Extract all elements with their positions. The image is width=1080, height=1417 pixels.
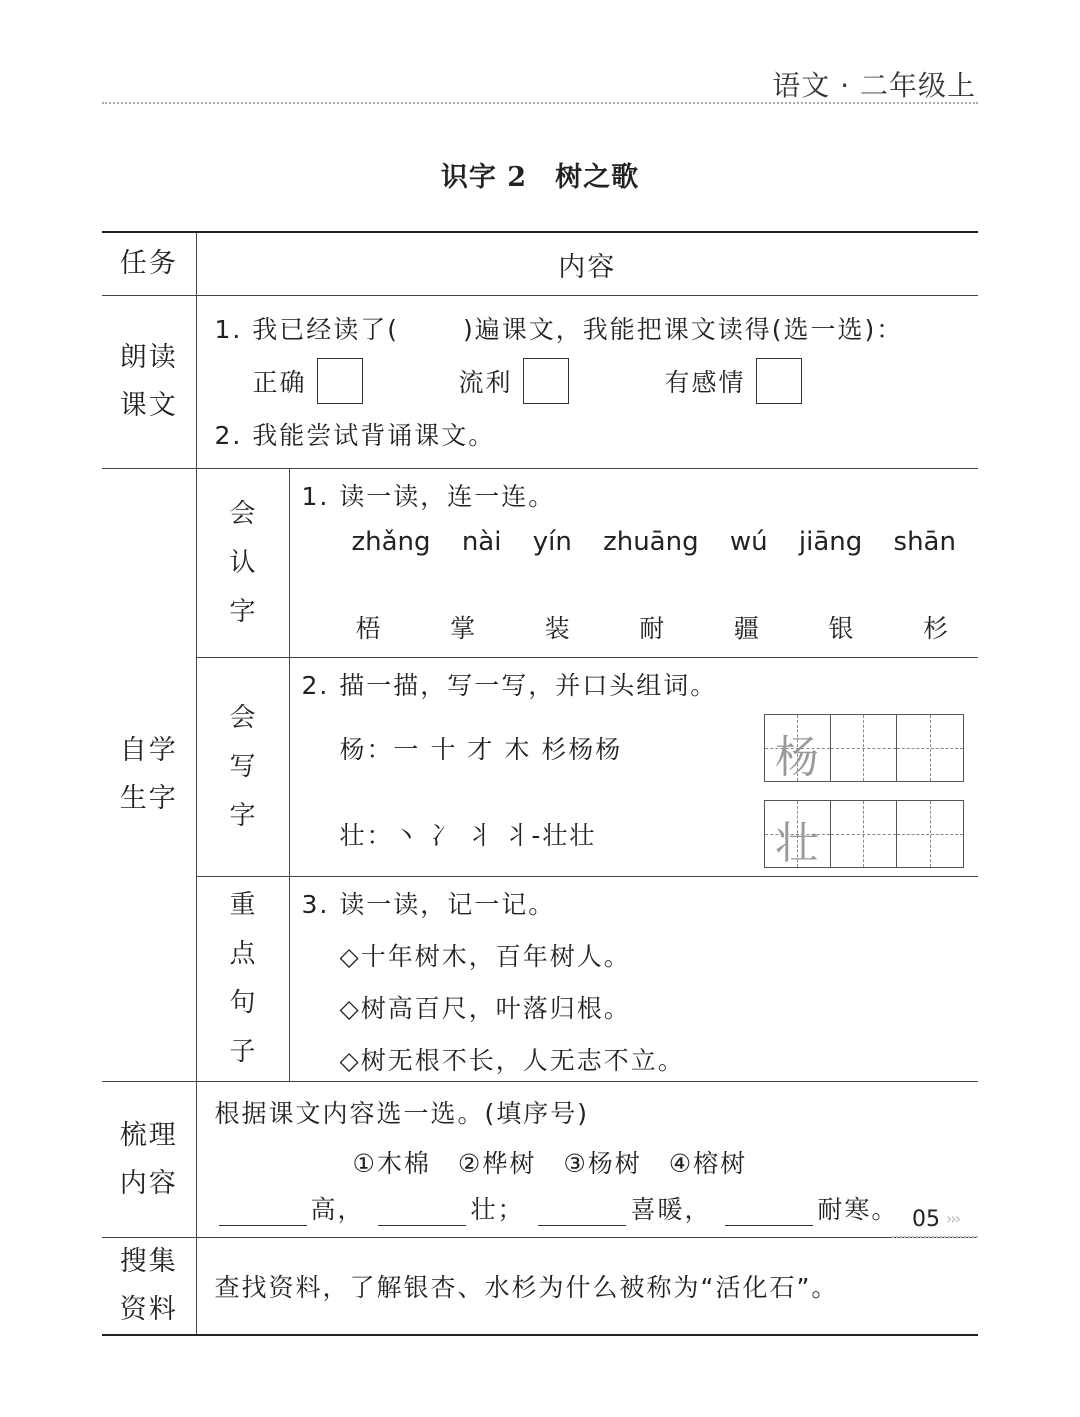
blank-label: 耐寒。 <box>817 1195 899 1224</box>
grid-cell[interactable] <box>765 801 831 867</box>
answer-blank[interactable] <box>725 1195 813 1226</box>
char-item: 疆 <box>733 614 759 643</box>
header-divider <box>102 102 978 104</box>
pinyin-item: jiāng <box>798 527 863 557</box>
sentence-item: ◇树高百尺，叶落归根。 <box>339 994 631 1023</box>
option-correct: 正确 <box>252 368 307 397</box>
answer-blank[interactable] <box>538 1195 626 1226</box>
char-list <box>356 609 949 645</box>
answer-blank[interactable] <box>219 1195 307 1226</box>
next-arrows-icon: ››› <box>946 1209 960 1228</box>
reading-line1: 1. 我已经读了( )遍课文，我能把课文读得(选一选)： <box>214 315 904 344</box>
grid-cell[interactable] <box>897 715 963 781</box>
sentence-item: ◇十年树木，百年树人。 <box>339 942 631 971</box>
char-item: 杉 <box>922 614 948 643</box>
char-item: 掌 <box>450 614 476 643</box>
pinyin-item: wú <box>729 527 768 557</box>
sub-sentences <box>196 877 289 1082</box>
trace-char: 壮 <box>775 818 819 869</box>
sort-options: ①木棉 ②桦树 ③杨树 ④榕树 <box>352 1149 748 1178</box>
pinyin-item: yín <box>532 527 572 557</box>
sentences-row <box>102 877 978 1082</box>
task-reading-label: 朗读课文 <box>119 342 178 421</box>
sentences-content <box>289 877 978 1082</box>
pinyin-item: zhuāng <box>603 527 699 557</box>
page-number: 05 <box>912 1207 940 1232</box>
column-header-task: 任务 <box>102 232 196 296</box>
option-emotion: 有感情 <box>664 368 746 397</box>
sort-blanks <box>215 1190 979 1226</box>
recognize-instruction: 1. 读一读，连一连。 <box>301 482 556 511</box>
answer-blank[interactable] <box>378 1195 466 1226</box>
reading-options <box>253 358 979 404</box>
task-reading <box>102 296 196 469</box>
grid-cell[interactable] <box>831 715 897 781</box>
reading-row <box>102 296 978 469</box>
blank-label: 喜暖， <box>630 1195 712 1224</box>
writing-grid-zhuang <box>764 800 964 868</box>
reading-line2: 2. 我能尝试背诵课文。 <box>214 421 496 450</box>
pinyin-list <box>352 527 957 557</box>
sub-recognize-label: 会认字 <box>229 498 256 627</box>
sub-write-label: 会写字 <box>229 702 256 831</box>
checkbox-emotion[interactable] <box>756 358 802 404</box>
sort-content <box>196 1082 978 1238</box>
reading-content <box>196 296 978 469</box>
char-item: 银 <box>828 614 854 643</box>
sort-instruction: 根据课文内容选一选。(填序号) <box>214 1099 590 1128</box>
research-content <box>196 1238 978 1336</box>
char-item: 耐 <box>639 614 665 643</box>
sentences-instruction: 3. 读一读，记一记。 <box>301 890 556 919</box>
footer-divider <box>892 1236 978 1238</box>
pinyin-item: zhǎng <box>351 527 431 557</box>
blank-label: 高， <box>310 1195 365 1224</box>
sub-recognize <box>196 469 289 658</box>
stroke-order-zhuang: 壮：丶 冫 丬 丬-壮壮 <box>339 821 597 850</box>
grid-cell[interactable] <box>831 801 897 867</box>
char-item: 梧 <box>355 614 381 643</box>
page-title: 识字 2 树之歌 <box>440 162 640 193</box>
option-fluent: 流利 <box>458 368 513 397</box>
sub-sentences-label: 重点句子 <box>229 890 256 1067</box>
trace-char: 杨 <box>775 732 819 783</box>
task-research <box>102 1238 196 1336</box>
checkbox-fluent[interactable] <box>523 358 569 404</box>
write-row <box>102 658 978 877</box>
stroke-order-yang: 杨：一 十 才 木 杉杨杨 <box>339 735 623 764</box>
task-self-study-label: 自学生字 <box>119 735 178 814</box>
writing-grid-yang <box>764 714 964 782</box>
research-text: 查找资料，了解银杏、水杉为什么被称为“活化石”。 <box>214 1273 839 1302</box>
write-content <box>289 658 978 877</box>
research-row <box>102 1238 978 1336</box>
recognize-row <box>102 469 978 658</box>
grid-cell[interactable] <box>765 715 831 781</box>
recognize-content <box>289 469 978 658</box>
task-self-study <box>102 469 196 1082</box>
sub-write <box>196 658 289 877</box>
char-item: 装 <box>544 614 570 643</box>
checkbox-correct[interactable] <box>317 358 363 404</box>
sentence-item: ◇树无根不长，人无志不立。 <box>339 1046 685 1075</box>
worksheet-table <box>102 231 978 1336</box>
blank-label: 壮； <box>470 1195 525 1224</box>
write-instruction: 2. 描一描，写一写，并口头组词。 <box>301 671 718 700</box>
task-sort-label: 梳理内容 <box>119 1119 178 1199</box>
pinyin-item: shān <box>893 527 956 557</box>
sort-row <box>102 1082 978 1238</box>
grid-cell[interactable] <box>897 801 963 867</box>
task-sort <box>102 1082 196 1238</box>
book-header: 语文 · 二年级上 <box>772 69 976 102</box>
task-research-label: 搜集资料 <box>119 1246 178 1325</box>
table-header-row <box>102 232 978 296</box>
column-header-content: 内容 <box>196 232 978 296</box>
pinyin-item: nài <box>461 527 502 557</box>
